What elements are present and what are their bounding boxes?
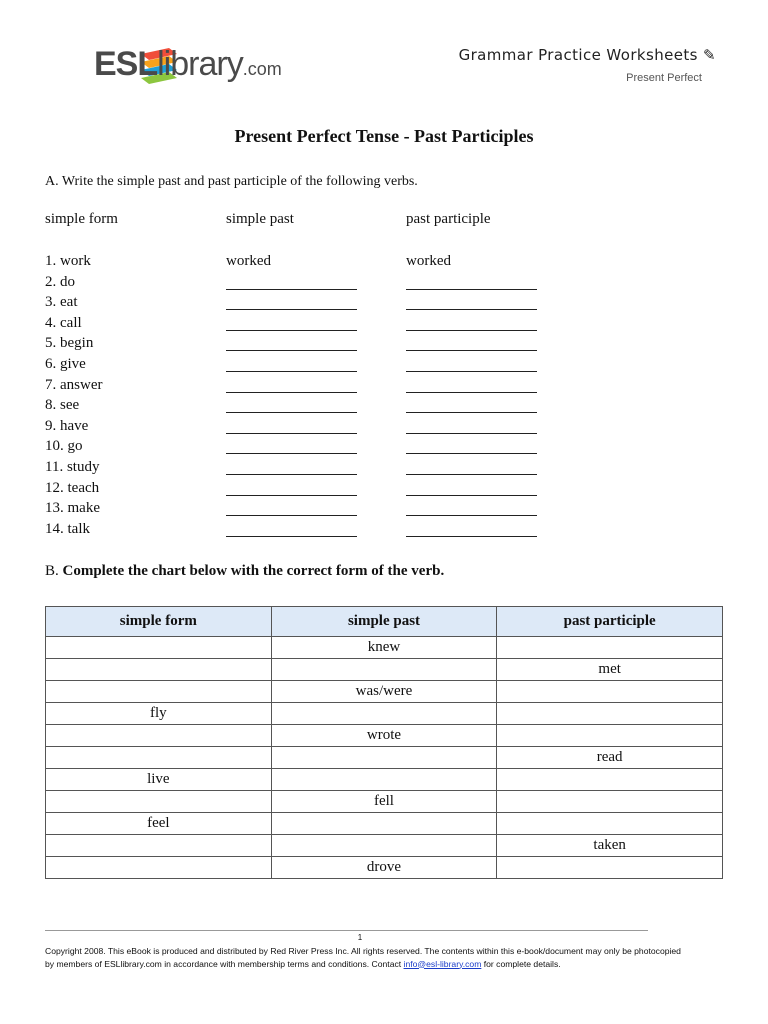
verb-label: 1. work [45,253,91,269]
verb-row [0,335,768,356]
verb-past-blank[interactable] [226,453,357,454]
chart-cell-simple-past[interactable] [271,769,497,791]
chart-row [46,857,723,879]
chart-header-simple-form: simple form [46,607,272,637]
chart-row [46,769,723,791]
chart-row [46,703,723,725]
verb-label: 4. call [45,314,82,331]
chart-cell-simple-past: was/were [271,681,497,703]
verb-past-blank[interactable] [226,495,357,496]
verb-participle-blank[interactable] [406,474,537,475]
verb-label: 5. begin [45,335,94,352]
chart-cell-simple-past[interactable] [271,659,497,681]
verb-row [0,315,768,336]
verb-past-blank[interactable] [226,412,357,413]
chart-row [46,637,723,659]
column-header-simple-past: simple past [226,211,294,227]
section-b-text: Complete the chart below with the correct form of the verb. [62,563,445,579]
verb-participle-blank[interactable] [406,412,537,413]
chart-row [46,725,723,747]
logo-esl: ESL [94,45,158,83]
verb-participle-blank[interactable] [406,495,537,496]
verb-label: 14. talk [45,520,90,537]
chart-row [46,791,723,813]
chart-cell-simple-form: fly [46,703,272,725]
chart-cell-past-participle: met [497,659,723,681]
chart-cell-simple-past: knew [271,637,497,659]
column-header-simple-form: simple form [45,211,118,227]
verb-label: 10. go [45,438,83,455]
chart-cell-past-participle[interactable] [497,637,723,659]
verb-past-blank[interactable] [226,433,357,434]
verb-participle-blank[interactable] [406,289,537,290]
logo-library: library [157,45,243,83]
footer-email-link[interactable]: info@esl-library.com [403,958,482,969]
header-subtitle: Present Perfect [626,72,702,84]
verb-participle-blank[interactable] [406,536,537,537]
chart-row [46,659,723,681]
verb-participle-answer: worked [406,253,451,269]
chart-cell-past-participle[interactable] [497,725,723,747]
verb-row [0,397,768,418]
chart-cell-simple-form[interactable] [46,725,272,747]
verb-past-answer: worked [226,253,271,269]
chart-cell-simple-form: feel [46,813,272,835]
page-number: 1 [357,933,363,942]
verb-label: 13. make [45,500,100,517]
verb-label: 8. see [45,397,80,414]
verb-list [0,253,768,541]
section-b-prefix: B. [45,563,59,579]
chart-cell-past-participle[interactable] [497,703,723,725]
chart-cell-past-participle: read [497,747,723,769]
chart-cell-simple-form: live [46,769,272,791]
verb-past-blank[interactable] [226,289,357,290]
logo-wordmark [94,44,282,89]
verb-row [0,418,768,439]
chart-cell-simple-form[interactable] [46,857,272,879]
document-title: Present Perfect Tense - Past Participles [234,126,534,146]
logo-com: .com [242,59,282,79]
chart-header-row [46,607,723,637]
verb-past-blank[interactable] [226,474,357,475]
footer-copyright [45,945,685,970]
footer-divider [45,930,648,931]
chart-cell-simple-past[interactable] [271,835,497,857]
column-header-past-participle: past participle [406,211,491,227]
verb-row [0,377,768,398]
chart-cell-simple-form[interactable] [46,835,272,857]
chart-cell-simple-past: drove [271,857,497,879]
section-b-instruction [45,563,444,580]
verb-label: 7. answer [45,376,103,393]
header-title [459,46,716,64]
verb-participle-blank[interactable] [406,453,537,454]
pencil-icon: ✎ [703,46,716,64]
chart-cell-simple-past[interactable] [271,747,497,769]
verb-participle-blank[interactable] [406,392,537,393]
verb-chart-table [45,606,723,879]
chart-cell-past-participle[interactable] [497,681,723,703]
verb-participle-blank[interactable] [406,330,537,331]
chart-cell-past-participle[interactable] [497,813,723,835]
chart-cell-simple-form[interactable] [46,791,272,813]
chart-row [46,835,723,857]
chart-cell-past-participle[interactable] [497,857,723,879]
footer-copyright-text: Copyright 2008. This eBook is produced and distributed by Red River Press Inc. All rights reserved. The contents within this e-book/document may only be photocopied by members of ESLlibrary.com in accordance with membership terms and conditions. Contact [45,946,681,969]
chart-cell-simple-past[interactable] [271,813,497,835]
verb-label: 12. teach [45,479,100,496]
chart-cell-simple-past: wrote [271,725,497,747]
chart-header-simple-past: simple past [271,607,497,637]
verb-participle-blank[interactable] [406,309,537,310]
header-title-text: Grammar Practice Worksheets [458,46,698,64]
chart-cell-simple-form[interactable] [46,747,272,769]
verb-row [0,356,768,377]
verb-row [0,253,768,274]
chart-cell-past-participle[interactable] [497,769,723,791]
verb-past-blank[interactable] [226,536,357,537]
chart-cell-simple-form[interactable] [46,681,272,703]
verb-row [0,459,768,480]
verb-past-blank[interactable] [226,515,357,516]
verb-participle-blank[interactable] [406,515,537,516]
verb-label: 6. give [45,355,86,372]
section-a-instruction: A. Write the simple past and past participle of the following verbs. [45,174,418,189]
verb-row [0,438,768,459]
verb-past-blank[interactable] [226,309,357,310]
verb-label: 11. study [45,458,100,475]
chart-row [46,813,723,835]
chart-header-past-participle: past participle [497,607,723,637]
verb-row [0,480,768,501]
chart-cell-simple-form[interactable] [46,637,272,659]
verb-past-blank[interactable] [226,392,357,393]
footer-copyright-end: for complete details. [481,958,561,969]
chart-cell-simple-past: fell [271,791,497,813]
verb-row [0,500,768,521]
verb-past-blank[interactable] [226,350,357,351]
verb-label: 9. have [45,417,89,434]
verb-past-blank[interactable] [226,330,357,331]
chart-cell-past-participle[interactable] [497,791,723,813]
chart-cell-simple-form[interactable] [46,659,272,681]
verb-label: 2. do [45,273,75,290]
verb-participle-blank[interactable] [406,433,537,434]
verb-participle-blank[interactable] [406,350,537,351]
verb-row [0,294,768,315]
chart-row [46,747,723,769]
chart-cell-simple-past[interactable] [271,703,497,725]
verb-past-blank[interactable] [226,371,357,372]
verb-participle-blank[interactable] [406,371,537,372]
verb-label: 3. eat [45,294,78,311]
verb-row [0,274,768,295]
chart-row [46,681,723,703]
chart-cell-past-participle: taken [497,835,723,857]
verb-row [0,521,768,542]
